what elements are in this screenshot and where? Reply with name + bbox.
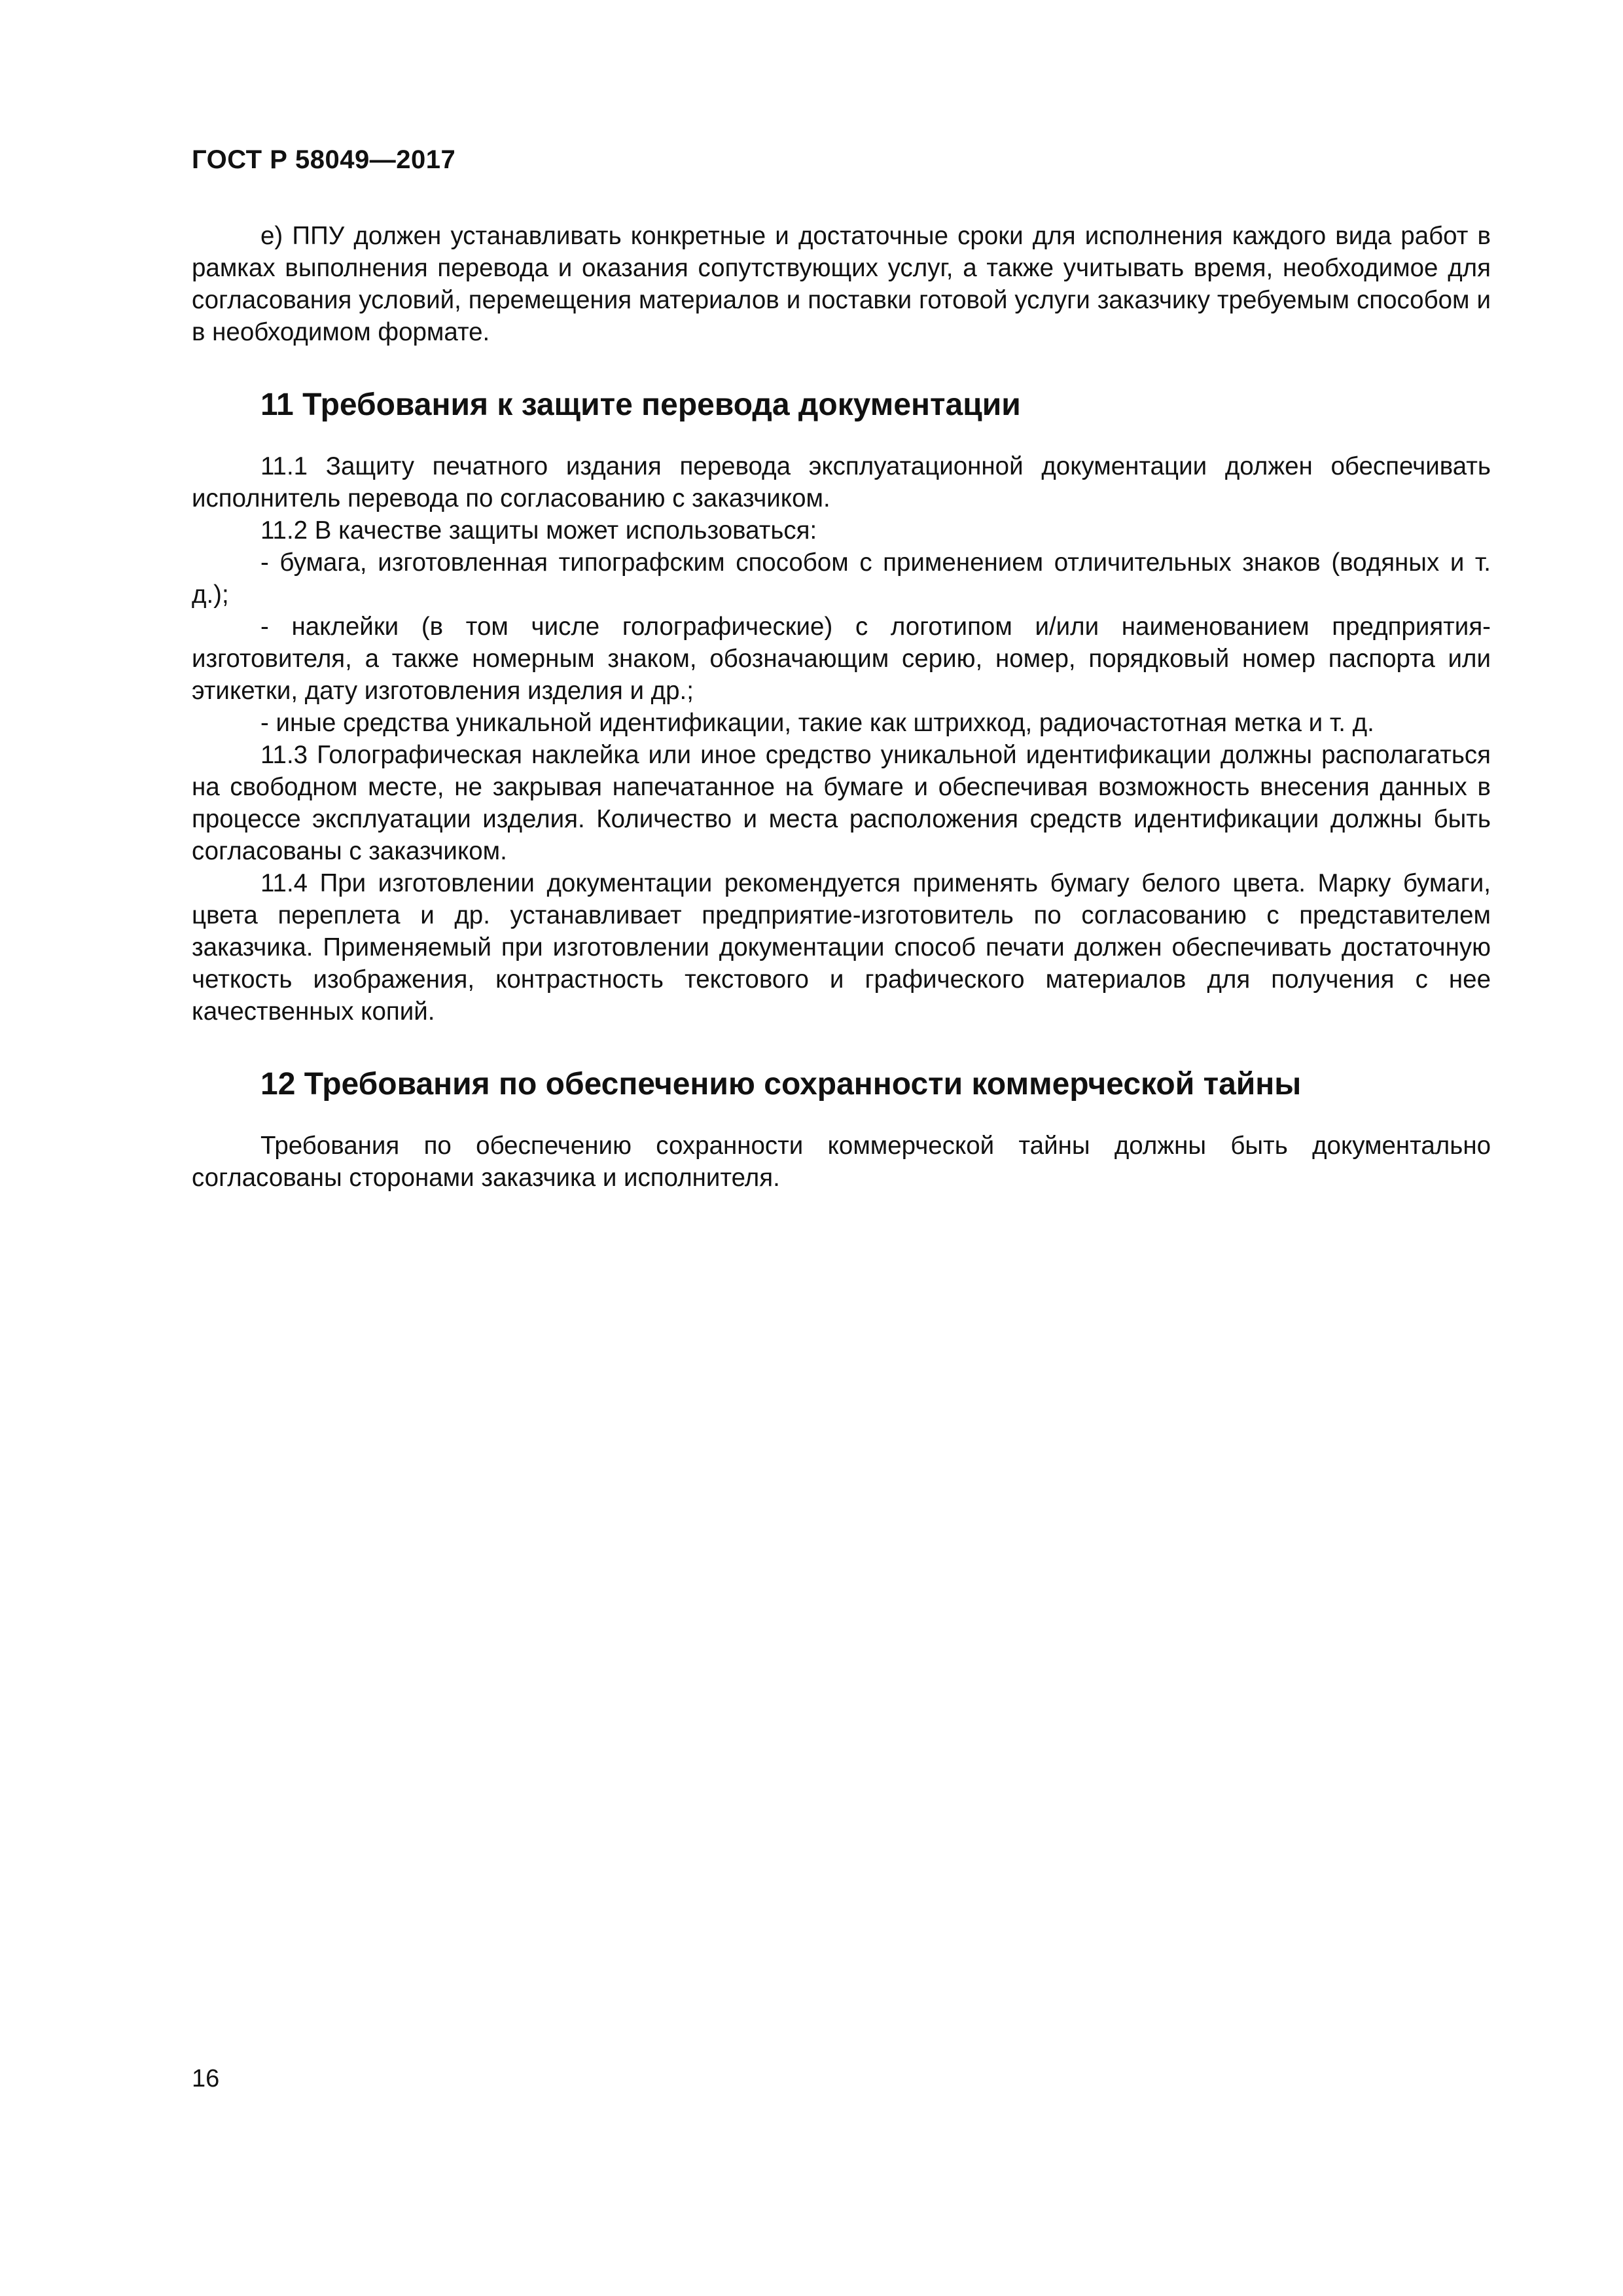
document-body [192, 220, 1491, 1194]
clause-12-text: Требования по обеспечению сохранности коммерческой тайны должны быть документально согласованы сторонами заказчика и исполнителя. [192, 1132, 1491, 1192]
list-item-other-means: - иные средства уникальной идентификации, такие как штрихкод, радиочастотная метка и т. д. [260, 709, 1374, 737]
list-item-paper: - бумага, изготовленная типографским способом с применением отличительных знаков (водяных и т. д.); [192, 548, 1491, 609]
page-number: 16 [192, 2065, 220, 2092]
list-item-e: е) ППУ должен устанавливать конкретные и достаточные сроки для исполнения каждого вида работ в рамках выполнения перевода и оказания сопутствующих услуг, а также учитывать время, необходимое для согласования условий, перемещения материалов и поставки готовой услуги заказчику требуемым способом и в необходимом формате. [192, 222, 1491, 346]
clause-11-3: 11.3 Голографическая наклейка или иное средство уникальной идентификации должны располагаться на свободном месте, не закрывая напечатанное на бумаге и обеспечивая возможность внесения данных в процессе эксплуатации изделия. Количество и места расположения средств идентификации должны быть согласованы с заказчиком. [192, 741, 1491, 865]
clause-11-1: 11.1 Защиту печатного издания перевода эксплуатационной документации должен обеспечивать исполнитель перевода по согласованию с заказчиком. [192, 452, 1491, 512]
section-12-heading: 12 Требования по обеспечению сохранности коммерческой тайны [260, 1067, 1302, 1102]
section-11-heading: 11 Требования к защите перевода документации [260, 387, 1021, 422]
document-code: ГОСТ Р 58049—2017 [192, 145, 456, 174]
clause-11-4: 11.4 При изготовлении документации рекомендуется применять бумагу белого цвета. Марку бумаги, цвета переплета и др. устанавливает предприятие-изготовитель по согласованию с представителем заказчика. Применяемый при изготовлении документации способ печати должен обеспечивать достаточную четкость изображения, контрастность текстового и графического материалов для получения с нее качественных копий. [192, 869, 1491, 1026]
list-item-stickers: - наклейки (в том числе голографические) с логотипом и/или наименованием предприятия-изготовителя, а также номерным знаком, обозначающим серию, номер, порядковый номер паспорта или этикетки, дату изготовления изделия и др.; [192, 613, 1491, 705]
clause-11-2: 11.2 В качестве защиты может использоваться: [260, 516, 817, 545]
